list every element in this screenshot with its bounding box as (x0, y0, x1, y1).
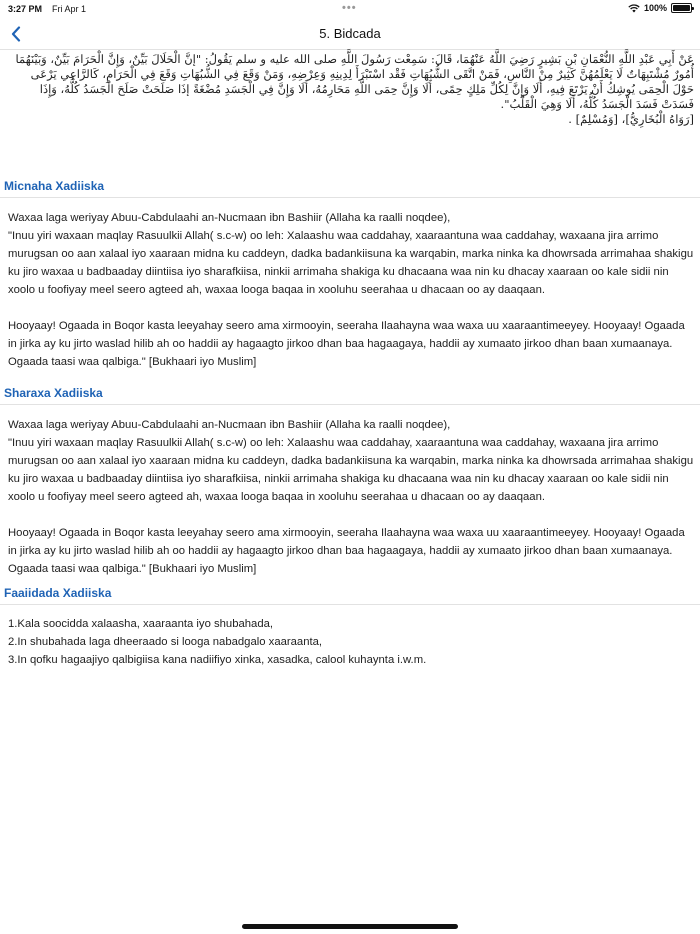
section-body-sharaxa (8, 416, 694, 578)
divider (0, 404, 700, 405)
divider (0, 604, 700, 605)
section-body-faaiidada (8, 615, 694, 669)
paragraph: "Inuu yiri waxaan maqlay Rasuulkii Allah( s.c-w) oo leh: Xalaashu waa caddahay, xaaraantuna waa caddahay, waxaana jira arrimo murugsan oo aan xalaal iyo xaaraan midna ku caddeyn, dadka badankiisuna ka warqabin, marka ninka ka dhowrsada arrimahaa shakigu ku jiro waxaa u badbaaday diintiisa iyo sharafkiisa, ninkii arrimaha shakiga ku dhacaana waa nin ku dhacay xaaraan oo kale sidii nin xoolo u foofiyay meel seero agteed ah, waxaa looga baqaa in xooluhu seerahaa u dhacaan oo ay daaqaan. (8, 230, 694, 296)
arabic-text-source: [رَوَاهُ الْبُخَارِيُّ]، [وَمُسْلِمٌ] . (568, 112, 694, 126)
status-date: Fri Apr 1 (52, 4, 87, 14)
paragraph: Hooyaay! Ogaada in Boqor kasta leeyahay seero ama xirmooyin, seeraha Ilaahayna waa waxa uu xaaraantimeeyey. Hooyaay! Ogaada in jirka ay ku jirto waslad hilib ah oo haddii ay hagaagto jirkoo dhan baa hagaagaya, haddii ay xumaato jirkoo dhan baan xumaanaya. Ogaada taasi waa qalbiga." [Bukhaari iyo Muslim] (8, 320, 685, 368)
paragraph: Waxaa laga weriyay Abuu-Cabdulaahi an-Nucmaan ibn Bashiir (Allaha ka raalli noqdee), (8, 419, 451, 431)
section-header-micnaha (0, 176, 700, 198)
status-right (628, 3, 692, 13)
arabic-hadith-text (8, 52, 694, 127)
wifi-icon (628, 4, 640, 13)
paragraph: Hooyaay! Ogaada in Boqor kasta leeyahay seero ama xirmooyin, seeraha Ilaahayna waa waxa uu xaaraantimeeyey. Hooyaay! Ogaada in jirka ay ku jirto waslad hilib ah oo haddii ay hagaagto jirkoo dhan baa hagaagaya, haddii ay xumaato jirkoo dhan baan xumaanaya. Ogaada taasi waa qalbiga." [Bukhaari iyo Muslim] (8, 527, 685, 575)
section-header-sharaxa (0, 383, 700, 405)
paragraph: "Inuu yiri waxaan maqlay Rasuulkii Allah( s.c-w) oo leh: Xalaashu waa caddahay, xaaraantuna waa caddahay, waxaana jira arrimo murugsan oo aan xalaal iyo xaaraan midna ku caddeyn, dadka badankiisuna ka warqabin, marka ninka ka dhowrsada arrimahaa shakigu ku jiro waxaa u badbaaday diintiisa iyo sharafkiisa, ninkii arrimaha shakiga ku dhacaana waa nin ku dhacay xaaraan oo kale sidii nin xoolo u foofiyay meel seero agteed ah, waxaa looga baqaa in xooluhu seerahaa u dhacaan oo ay daaqaan. (8, 437, 694, 503)
status-bar (0, 0, 700, 18)
navigation-bar (0, 18, 700, 50)
list-item: 1.Kala soocidda xalaasha, xaaraanta iyo shubahada, (8, 618, 274, 630)
page-title: 5. Bidcada (319, 26, 381, 41)
list-item: 2.In shubahada laga dheeraado si looga nabadgalo xaaraanta, (8, 636, 323, 648)
arabic-text-body: عَنْ أَبِي عَبْدِ اللَّهِ النُّعْمَانِ بْنِ بَشِيرٍ رَضِيَ اللَّهُ عَنْهُمَا، قَالَ: سَمِعْت رَسُولَ اللَّهِ صلى الله عليه و سلم يَقُولُ: "إنَّ الْحَلَالَ بَيِّنٌ، وَإِنَّ الْحَرَامَ بَيِّنٌ، وَبَيْنَهُمَا أُمُورٌ مُشْتَبِهَاتٌ لَا يَعْلَمُهُنَّ كَثِيرٌ مِنْ النَّاسِ، فَمَنْ اتَّقَى الشُّبُهَاتِ فَقْد اسْتَبْرَأَ لِدِينِهِ وَعِرْضِهِ، وَمَنْ وَقَعَ فِي الشُّبُهَاتِ وَقَعَ فِي الْحَرَامِ، كَالرَّاعِي يَرْعَى حَوْلَ الْحِمَى يُوشِكُ أَنْ يَرْتَعَ فِيهِ، أَلَا وَإِنَّ لِكُلِّ مَلِكٍ حِمًى، أَلَا وَإِنَّ حِمَى اللَّهِ مَحَارِمُهُ، أَلَا وَإِنَّ فِي الْجَسَدِ مُضْغَةً إذَا صَلَحَتْ صَلَحَ الْجَسَدُ كُلُّهُ، وَإِذَا فَسَدَتْ فَسَدَ الْجَسَدُ كُلُّهُ، أَلَا وَهِيَ الْقَلْبُ". (15, 52, 694, 111)
home-indicator[interactable] (242, 924, 458, 929)
section-header-faaiidada (0, 583, 700, 605)
section-title-micnaha: Micnaha Xadiiska (4, 179, 105, 193)
section-title-sharaxa: Sharaxa Xadiiska (4, 386, 103, 400)
status-time: 3:27 PM (8, 4, 43, 14)
battery-icon (671, 3, 692, 13)
section-body-micnaha (8, 209, 694, 371)
multitasking-dots-icon[interactable]: ••• (342, 2, 357, 14)
paragraph: Waxaa laga weriyay Abuu-Cabdulaahi an-Nucmaan ibn Bashiir (Allaha ka raalli noqdee), (8, 212, 451, 224)
list-item: 3.In qofku hagaajiyo qalbigiisa kana nadiifiyo xinka, xasadka, calool kuhaynta i.w.m. (8, 654, 427, 666)
divider (0, 197, 700, 198)
battery-percent: 100% (643, 3, 667, 13)
section-title-faaiidada: Faaiidada Xadiiska (4, 586, 112, 600)
